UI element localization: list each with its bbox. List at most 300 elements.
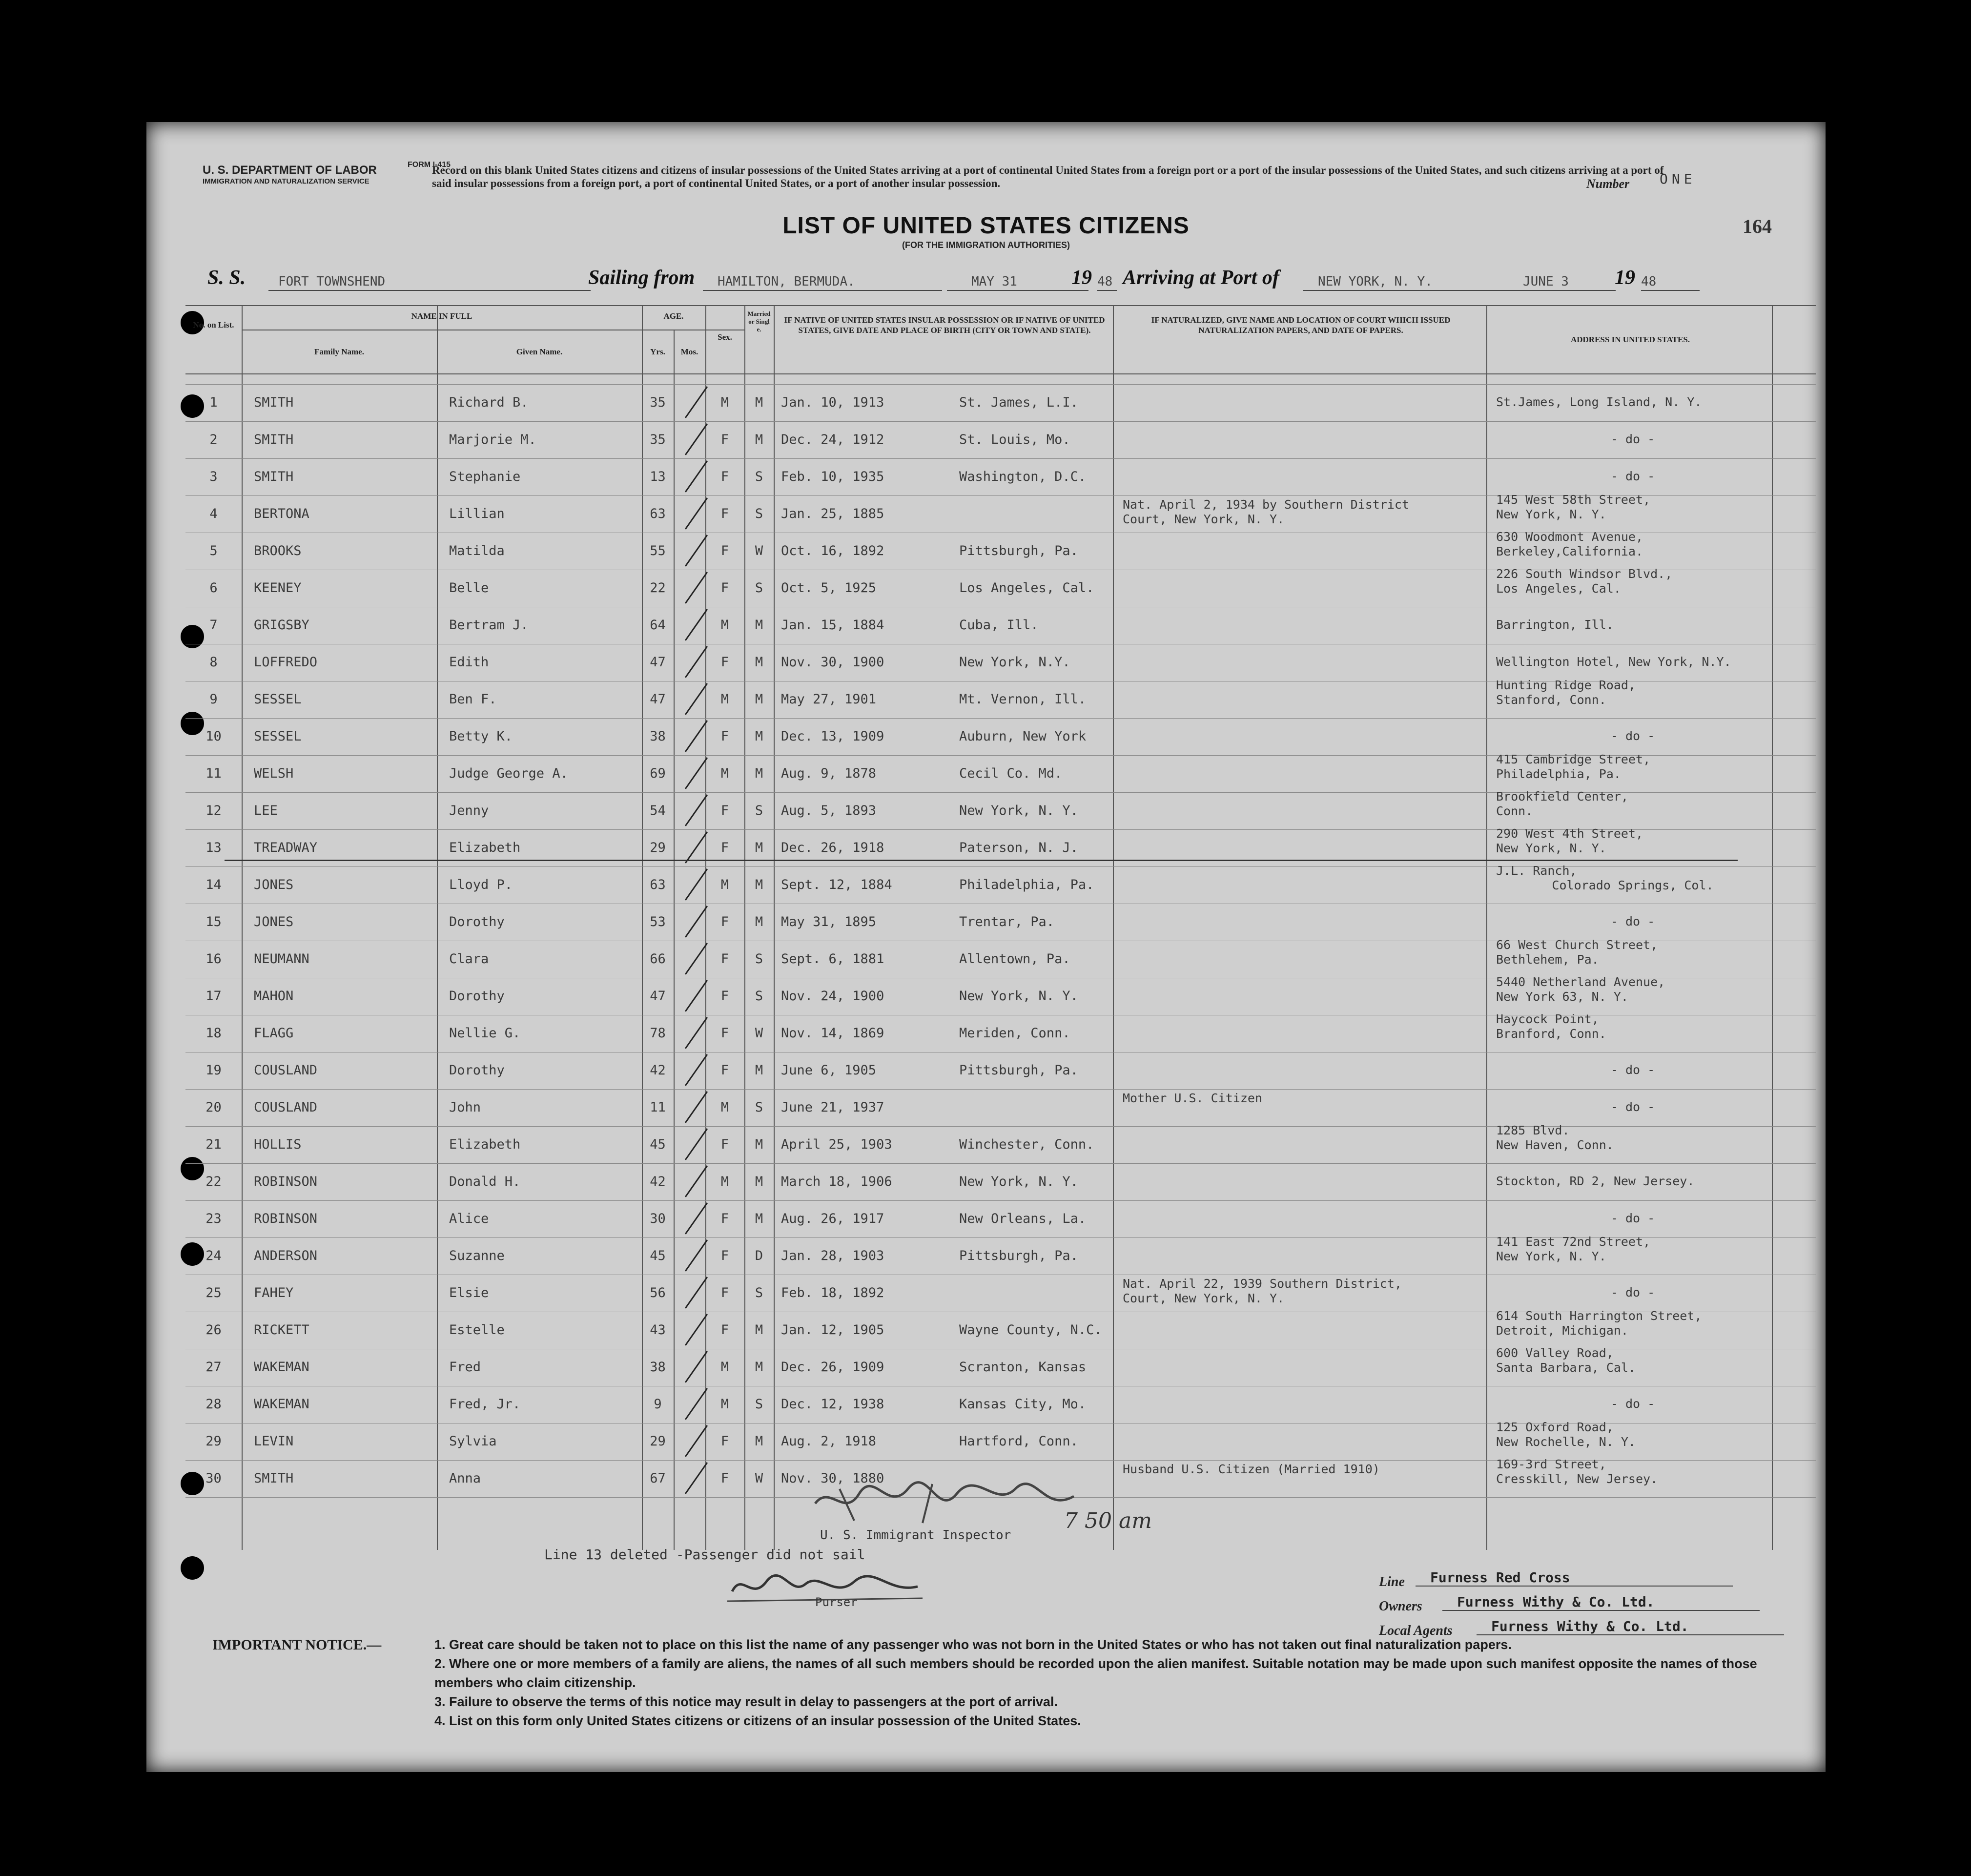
birth-date: Oct. 16, 1892 <box>781 543 884 558</box>
birth-place: Trentar, Pa. <box>959 914 1055 929</box>
address-line: New York 63, N. Y. <box>1496 990 1628 1004</box>
birth-place: New Orleans, La. <box>959 1211 1087 1226</box>
deleted-line-note: Line 13 deleted -Passenger did not sail <box>544 1546 865 1563</box>
address-line: Colorado Springs, Col. <box>1552 878 1714 892</box>
row-number: 4 <box>209 506 218 521</box>
address-line: Haycock Point, <box>1496 1012 1599 1026</box>
check-mark <box>685 1239 708 1272</box>
address-line: 5440 Netherland Avenue, <box>1496 975 1665 989</box>
ss-label: S. S. <box>207 267 246 289</box>
row-number: 16 <box>205 951 222 967</box>
birth-place: Cuba, Ill. <box>959 618 1039 633</box>
inspector-label: U. S. Immigrant Inspector <box>820 1528 1011 1543</box>
address-line: - do - <box>1610 1063 1655 1077</box>
row-number: 11 <box>205 766 222 781</box>
sailing-label: Sailing from <box>588 267 695 289</box>
sailing-date: MAY 31 <box>947 274 1088 291</box>
birth-date: Jan. 15, 1884 <box>781 618 884 633</box>
birth-date: Nov. 30, 1880 <box>781 1471 884 1486</box>
family-name: ROBINSON <box>254 1211 318 1226</box>
birth-date: Nov. 30, 1900 <box>781 655 884 670</box>
check-mark <box>685 535 708 567</box>
birth-date: Nov. 14, 1869 <box>781 1026 884 1041</box>
given-name: Lloyd P. <box>449 877 513 892</box>
row-rule <box>185 384 1816 385</box>
birth-date: Dec. 24, 1912 <box>781 432 884 447</box>
row-number: 8 <box>209 655 218 670</box>
address-line: 66 West Church Street, <box>1496 938 1658 952</box>
sex: F <box>720 432 729 447</box>
family-name: MAHON <box>254 989 294 1004</box>
row-number: 17 <box>205 989 222 1004</box>
given-name: Fred, Jr. <box>449 1397 521 1412</box>
naturalization-info: Court, New York, N. Y. <box>1123 1291 1285 1305</box>
birth-date: March 18, 1906 <box>781 1174 892 1189</box>
family-name: LOFFREDO <box>254 655 318 670</box>
purser-label: Purser <box>815 1595 858 1609</box>
given-name: Dorothy <box>449 1063 505 1078</box>
age-years: 29 <box>650 840 666 855</box>
notice-item: 4. List on this form only United States citizens or citizens of an insular possession of the United States. <box>434 1713 1081 1728</box>
birth-date: Oct. 5, 1925 <box>781 580 877 596</box>
birth-place: Pittsburgh, Pa. <box>959 1063 1078 1078</box>
family-name: SESSEL <box>254 729 302 744</box>
address-line: - do - <box>1610 469 1655 483</box>
check-mark <box>685 1277 708 1309</box>
intro-text: Record on this blank United States citizens and citizens of insular possessions of the United States arriving at a port of continental United States from a foreign port or a port of the insular possessions of the United States, and such citizens arriving at a port of said insular possessions from a foreign port, a port of continental United States, or a port of another insular possession. <box>432 164 1664 189</box>
address-line: 415 Cambridge Street, <box>1496 752 1651 766</box>
row-number: 24 <box>205 1248 222 1263</box>
check-mark <box>685 1462 708 1494</box>
row-number: 25 <box>205 1285 222 1300</box>
given-name: Fred <box>449 1360 481 1375</box>
given-name: Clara <box>449 951 489 967</box>
family-name: HOLLIS <box>254 1137 302 1152</box>
marital-status: M <box>755 1434 763 1449</box>
naturalization-info: Husband U.S. Citizen (Married 1910) <box>1123 1462 1380 1476</box>
row-number: 15 <box>205 914 222 929</box>
col-naturalized-header: IF NATURALIZED, GIVE NAME AND LOCATION OF COURT WHICH ISSUED NATURALIZATION PAPERS, AND DATE OF PAPERS. <box>1151 315 1451 335</box>
punch-hole <box>181 1556 204 1580</box>
age-years: 30 <box>650 1211 666 1226</box>
address-line: 614 South Harrington Street, <box>1496 1309 1702 1323</box>
birth-place: Allentown, Pa. <box>959 951 1070 967</box>
given-name: Edith <box>449 655 489 670</box>
arriving-date: JUNE 3 <box>1513 274 1616 291</box>
sex: F <box>720 1248 729 1263</box>
col-given-header: Given Name. <box>516 347 563 356</box>
department-name: U. S. DEPARTMENT OF LABOR <box>203 164 377 177</box>
birth-date: June 6, 1905 <box>781 1063 877 1078</box>
birth-date: April 25, 1903 <box>781 1137 892 1152</box>
age-years: 45 <box>650 1248 666 1263</box>
given-name: Lillian <box>449 506 505 521</box>
number-value: ONE <box>1660 171 1696 187</box>
birth-place: Meriden, Conn. <box>959 1026 1070 1041</box>
marital-status: W <box>755 1471 763 1486</box>
number-label: Number <box>1586 177 1630 191</box>
sex: F <box>720 1211 729 1226</box>
sex: M <box>720 692 729 707</box>
marital-status: S <box>755 951 763 967</box>
age-years: 66 <box>650 951 666 967</box>
sex: F <box>720 1322 729 1338</box>
given-name: Alice <box>449 1211 489 1226</box>
row-number: 30 <box>205 1471 222 1486</box>
address-line: Conn. <box>1496 804 1533 818</box>
marital-status: S <box>755 803 763 818</box>
birth-place: Washington, D.C. <box>959 469 1087 484</box>
address-line: Stockton, RD 2, New Jersey. <box>1496 1174 1695 1188</box>
form-number: FORM I-415 <box>408 161 451 169</box>
address-line: Barrington, Ill. <box>1496 618 1614 632</box>
check-mark <box>685 683 708 715</box>
arriving-label: Arriving at Port of <box>1123 267 1279 289</box>
family-name: RICKETT <box>254 1322 309 1338</box>
sex: F <box>720 1471 729 1486</box>
check-mark <box>685 1314 708 1346</box>
family-name: BROOKS <box>254 543 302 558</box>
row-number: 28 <box>205 1397 222 1412</box>
family-name: WAKEMAN <box>254 1360 309 1375</box>
table-header-rule <box>185 373 1816 374</box>
marital-status: M <box>755 395 763 410</box>
family-name: ROBINSON <box>254 1174 318 1189</box>
family-name: COUSLAND <box>254 1100 318 1115</box>
age-years: 47 <box>650 692 666 707</box>
address-line: 600 Valley Road, <box>1496 1346 1614 1360</box>
sex: M <box>720 1100 729 1115</box>
age-years: 42 <box>650 1063 666 1078</box>
marital-status: M <box>755 1063 763 1078</box>
birth-place: Kansas City, Mo. <box>959 1397 1087 1412</box>
sex: F <box>720 1026 729 1041</box>
sex: F <box>720 580 729 596</box>
sex: M <box>720 618 729 633</box>
given-name: Judge George A. <box>449 766 568 781</box>
naturalization-info: Nat. April 2, 1934 by Southern District <box>1123 497 1409 512</box>
sex: F <box>720 1137 729 1152</box>
check-mark <box>685 609 708 641</box>
address-line: 630 Woodmont Avenue, <box>1496 530 1643 544</box>
address-line: 169-3rd Street, <box>1496 1457 1606 1471</box>
birth-place: New York, N. Y. <box>959 1174 1078 1189</box>
row-number: 19 <box>205 1063 222 1078</box>
birth-place: Paterson, N. J. <box>959 840 1078 855</box>
family-name: LEVIN <box>254 1434 294 1449</box>
age-years: 38 <box>650 1360 666 1375</box>
line-label: Line <box>1379 1574 1405 1589</box>
age-years: 63 <box>650 877 666 892</box>
row-rule <box>185 458 1816 459</box>
marital-status: S <box>755 469 763 484</box>
birth-date: Feb. 18, 1892 <box>781 1285 884 1300</box>
marital-status: W <box>755 1026 763 1041</box>
sex: F <box>720 1063 729 1078</box>
family-name: GRIGSBY <box>254 618 309 633</box>
given-name: Nellie G. <box>449 1026 521 1041</box>
page-number: 164 <box>1743 215 1772 237</box>
address-line: Brookfield Center, <box>1496 789 1628 804</box>
marital-status: M <box>755 655 763 670</box>
row-number: 20 <box>205 1100 222 1115</box>
marital-status: M <box>755 877 763 892</box>
family-name: ANDERSON <box>254 1248 318 1263</box>
marital-status: M <box>755 729 763 744</box>
check-mark <box>685 386 708 418</box>
age-years: 63 <box>650 506 666 521</box>
check-mark <box>685 720 708 752</box>
row-number: 3 <box>209 469 218 484</box>
birth-place: New York, N.Y. <box>959 655 1070 670</box>
passenger-table <box>185 305 1816 1550</box>
check-mark <box>685 1425 708 1457</box>
row-number: 6 <box>209 580 218 596</box>
birth-place: Pittsburgh, Pa. <box>959 543 1078 558</box>
birth-place: New York, N. Y. <box>959 803 1078 818</box>
owners-label: Owners <box>1379 1599 1422 1614</box>
age-years: 54 <box>650 803 666 818</box>
col-yrs-header: Yrs. <box>650 347 665 356</box>
address-line: 1285 Blvd. <box>1496 1123 1570 1137</box>
family-name: SMITH <box>254 469 294 484</box>
marital-status: M <box>755 692 763 707</box>
row-number: 13 <box>205 840 222 855</box>
given-name: Elizabeth <box>449 1137 521 1152</box>
sex: M <box>720 1397 729 1412</box>
col-no-header: No. on List. <box>193 320 234 330</box>
row-number: 14 <box>205 877 222 892</box>
given-name: Dorothy <box>449 989 505 1004</box>
address-line: Philadelphia, Pa. <box>1496 767 1621 781</box>
sex: F <box>720 469 729 484</box>
notice-item: 3. Failure to observe the terms of this notice may result in delay to passengers at the port of arrival. <box>434 1694 1058 1709</box>
age-years: 47 <box>650 989 666 1004</box>
age-years: 64 <box>650 618 666 633</box>
address-line: New Haven, Conn. <box>1496 1138 1614 1152</box>
given-name: Stephanie <box>449 469 521 484</box>
address-line: - do - <box>1610 1285 1655 1299</box>
age-years: 53 <box>650 914 666 929</box>
sex: F <box>720 803 729 818</box>
address-line: 226 South Windsor Blvd., <box>1496 567 1673 581</box>
line-value: Furness Red Cross <box>1416 1569 1733 1587</box>
col-divider <box>242 305 243 1550</box>
address-line: - do - <box>1610 1397 1655 1411</box>
col-age-header: AGE. <box>663 311 684 321</box>
address-line: Wellington Hotel, New York, N.Y. <box>1496 655 1731 669</box>
manifest-sheet <box>146 122 1826 1772</box>
row-rule <box>185 1200 1816 1201</box>
department-block <box>203 161 451 186</box>
arriving-year-prefix: 19 <box>1615 267 1635 289</box>
notice-items <box>434 1635 1796 1731</box>
marital-status: M <box>755 766 763 781</box>
marital-status: S <box>755 1100 763 1115</box>
check-mark <box>685 943 708 975</box>
check-mark <box>685 460 708 493</box>
family-name: FAHEY <box>254 1285 294 1300</box>
birth-date: Dec. 12, 1938 <box>781 1397 884 1412</box>
birth-date: Sept. 6, 1881 <box>781 951 884 967</box>
page-subtitle: (FOR THE IMMIGRATION AUTHORITIES) <box>902 240 1070 250</box>
naturalization-info: Court, New York, N. Y. <box>1123 512 1285 526</box>
row-number: 5 <box>209 543 218 558</box>
address-line: Santa Barbara, Cal. <box>1496 1361 1636 1375</box>
check-mark <box>685 1202 708 1235</box>
sex: F <box>720 951 729 967</box>
age-years: 38 <box>650 729 666 744</box>
check-mark <box>685 423 708 455</box>
age-years: 35 <box>650 395 666 410</box>
check-mark <box>685 794 708 826</box>
address-line: - do - <box>1610 729 1655 743</box>
birth-place: Scranton, Kansas <box>959 1360 1087 1375</box>
col-name-header: NAME IN FULL <box>411 311 472 321</box>
time-note: 7 50 am <box>1064 1508 1152 1533</box>
page-title: LIST OF UNITED STATES CITIZENS <box>782 213 1190 239</box>
birth-place: Los Angeles, Cal. <box>959 580 1094 596</box>
service-name: IMMIGRATION AND NATURALIZATION SERVICE <box>203 177 370 186</box>
birth-date: Dec. 26, 1909 <box>781 1360 884 1375</box>
address-line: Berkeley,California. <box>1496 544 1643 558</box>
col-birth-header: IF NATIVE OF UNITED STATES INSULAR POSSESSION OR IF NATIVE OF UNITED STATES, GIVE DATE AND PLACE OF BIRTH (CITY OR TOWN AND STATE). <box>784 315 1105 335</box>
row-number: 7 <box>209 618 218 633</box>
check-mark <box>685 980 708 1012</box>
check-mark <box>685 497 708 530</box>
col-family-header: Family Name. <box>314 347 364 356</box>
marital-status: M <box>755 1174 763 1189</box>
sex: M <box>720 877 729 892</box>
marital-status: S <box>755 1397 763 1412</box>
check-mark <box>685 1388 708 1420</box>
marital-status: M <box>755 1137 763 1152</box>
birth-date: Jan. 25, 1885 <box>781 506 884 521</box>
marital-status: D <box>755 1248 763 1263</box>
address-line: J.L. Ranch, <box>1496 864 1577 878</box>
check-mark <box>685 1091 708 1123</box>
check-mark <box>685 906 708 938</box>
birth-date: Dec. 26, 1918 <box>781 840 884 855</box>
age-years: 67 <box>650 1471 666 1486</box>
age-years: 42 <box>650 1174 666 1189</box>
given-name: Suzanne <box>449 1248 505 1263</box>
row-rule <box>185 1089 1816 1090</box>
birth-date: June 21, 1937 <box>781 1100 884 1115</box>
check-mark <box>685 646 708 678</box>
address-line: 125 Oxford Road, <box>1496 1420 1614 1434</box>
family-name: SESSEL <box>254 692 302 707</box>
family-name: SMITH <box>254 1471 294 1486</box>
given-name: Marjorie M. <box>449 432 536 447</box>
marital-status: W <box>755 543 763 558</box>
deleted-line-strike <box>225 860 1738 861</box>
birth-date: Jan. 12, 1905 <box>781 1322 884 1338</box>
col-divider <box>437 305 438 1550</box>
marital-status: M <box>755 914 763 929</box>
check-mark <box>685 1165 708 1197</box>
family-name: NEUMANN <box>254 951 309 967</box>
birth-date: May 31, 1895 <box>781 914 877 929</box>
address-line: Hunting Ridge Road, <box>1496 678 1636 692</box>
col-mos-header: Mos. <box>680 347 698 356</box>
check-mark <box>685 1128 708 1160</box>
address-line: - do - <box>1610 914 1655 928</box>
marital-status: S <box>755 506 763 521</box>
marital-status: M <box>755 1211 763 1226</box>
col-divider <box>1113 305 1114 1550</box>
row-number: 2 <box>209 432 218 447</box>
sex: M <box>720 1174 729 1189</box>
birth-place: New York, N. Y. <box>959 989 1078 1004</box>
sex: F <box>720 506 729 521</box>
address-line: Detroit, Michigan. <box>1496 1323 1628 1338</box>
address-line: Cresskill, New Jersey. <box>1496 1472 1658 1486</box>
row-number: 10 <box>205 729 222 744</box>
given-name: Bertram J. <box>449 618 529 633</box>
sailing-year-prefix: 19 <box>1071 267 1092 289</box>
family-name: SMITH <box>254 395 294 410</box>
given-name: John <box>449 1100 481 1115</box>
birth-place: Pittsburgh, Pa. <box>959 1248 1078 1263</box>
row-number: 12 <box>205 803 222 818</box>
row-rule <box>185 421 1816 422</box>
col-divider <box>774 305 775 1550</box>
row-number: 21 <box>205 1137 222 1152</box>
sex: F <box>720 1285 729 1300</box>
birth-place: Hartford, Conn. <box>959 1434 1078 1449</box>
family-name: LEE <box>254 803 278 818</box>
address-line: 145 West 58th Street, <box>1496 493 1651 507</box>
birth-place: Cecil Co. Md. <box>959 766 1063 781</box>
family-name: FLAGG <box>254 1026 294 1041</box>
address-line: Branford, Conn. <box>1496 1027 1606 1041</box>
address-line: - do - <box>1610 1100 1655 1114</box>
given-name: Dorothy <box>449 914 505 929</box>
sex: F <box>720 655 729 670</box>
age-years: 35 <box>650 432 666 447</box>
birth-date: Sept. 12, 1884 <box>781 877 892 892</box>
given-name: Elsie <box>449 1285 489 1300</box>
address-line: 141 East 72nd Street, <box>1496 1235 1651 1249</box>
address-line: 290 West 4th Street, <box>1496 826 1643 841</box>
given-name: Jenny <box>449 803 489 818</box>
family-name: TREADWAY <box>254 840 318 855</box>
birth-date: Aug. 26, 1917 <box>781 1211 884 1226</box>
birth-place: Wayne County, N.C. <box>959 1322 1102 1338</box>
address-line: New Rochelle, N. Y. <box>1496 1435 1636 1449</box>
birth-date: Aug. 9, 1878 <box>781 766 877 781</box>
age-years: 55 <box>650 543 666 558</box>
col-divider <box>674 330 675 1550</box>
birth-date: May 27, 1901 <box>781 692 877 707</box>
birth-place: Auburn, New York <box>959 729 1087 744</box>
sex: F <box>720 914 729 929</box>
given-name: Belle <box>449 580 489 596</box>
col-married-header: Married or Single. <box>747 310 771 333</box>
given-name: Anna <box>449 1471 481 1486</box>
arriving-port: NEW YORK, N. Y. <box>1303 274 1513 291</box>
family-name: WELSH <box>254 766 294 781</box>
sailing-from: HAMILTON, BERMUDA. <box>703 274 942 291</box>
address-line: Stanford, Conn. <box>1496 693 1606 707</box>
family-name: WAKEMAN <box>254 1397 309 1412</box>
inspector-signature <box>810 1474 1084 1533</box>
age-years: 56 <box>650 1285 666 1300</box>
row-number: 27 <box>205 1360 222 1375</box>
family-name: JONES <box>254 914 294 929</box>
birth-place: Philadelphia, Pa. <box>959 877 1094 892</box>
